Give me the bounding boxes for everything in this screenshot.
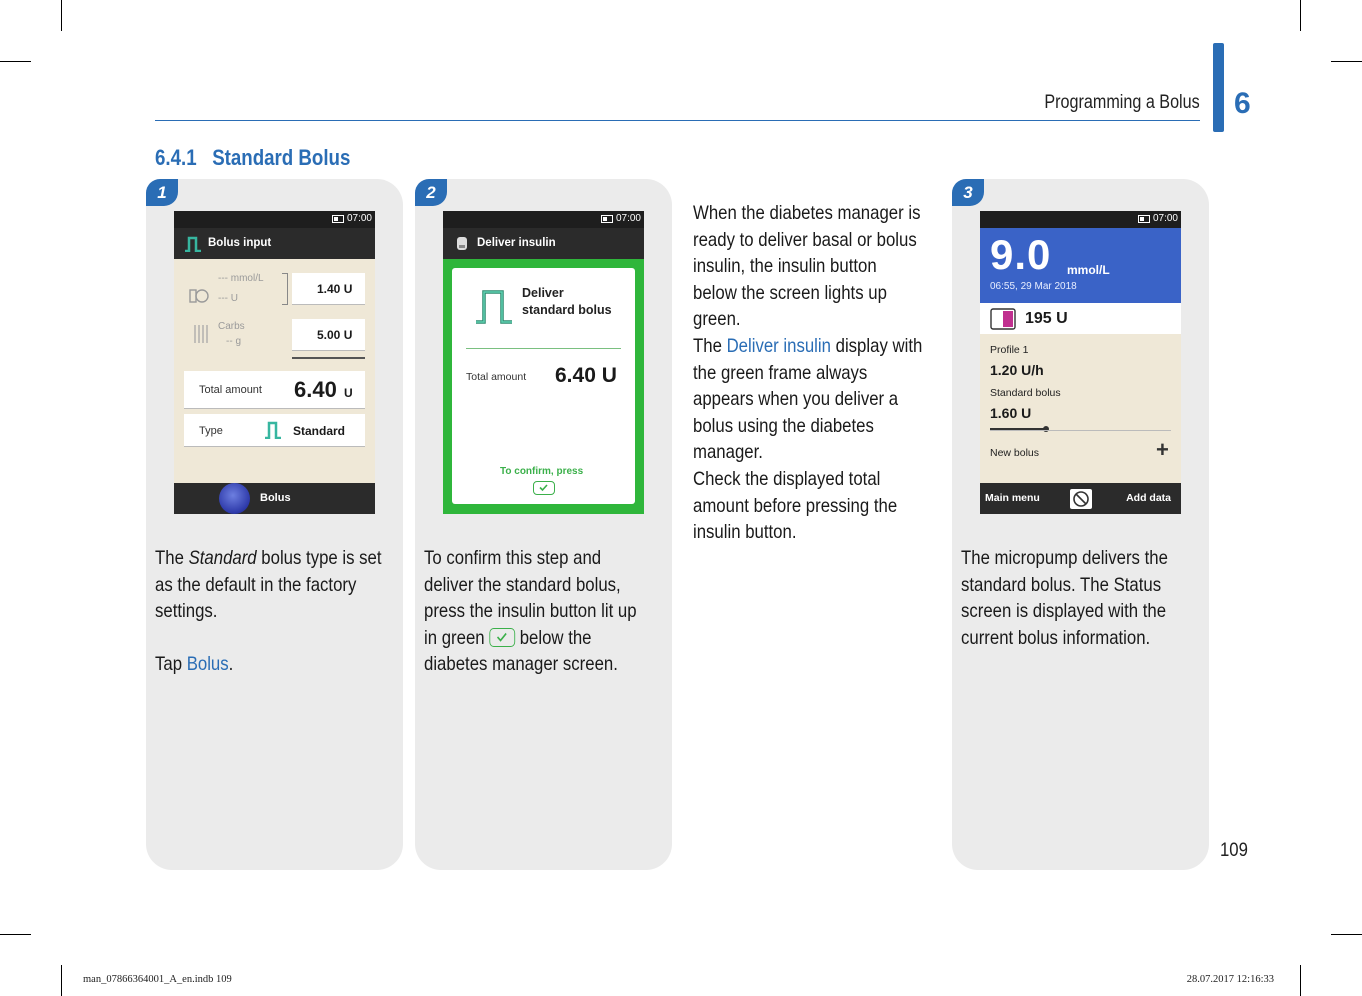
text-line: screen is displayed with the <box>961 600 1167 623</box>
standard-bolus-value: 1.60 U <box>990 405 1032 421</box>
reservoir-value: 195 U <box>1025 310 1068 327</box>
chapter-number: 6 <box>1234 87 1251 120</box>
text-line: bolus using the diabetes <box>693 414 874 437</box>
total-amount-label: Total amount <box>466 371 527 383</box>
clock: 07:00 <box>615 213 641 224</box>
text-line <box>155 545 382 572</box>
text-span: in green <box>424 626 490 649</box>
add-data-button[interactable]: Add data <box>1126 492 1171 504</box>
text-line: amount before pressing the <box>693 494 898 517</box>
bolus-link: Bolus <box>186 653 229 676</box>
battery-icon <box>601 215 613 223</box>
clock: 07:00 <box>346 213 372 224</box>
bolus-standard-icon <box>184 236 202 252</box>
crop-mark <box>61 0 62 31</box>
header-rule <box>155 120 1200 121</box>
crop-mark <box>0 61 31 62</box>
text-span: . <box>228 653 234 676</box>
text-line: below the screen lights up <box>693 281 887 304</box>
divider <box>466 348 621 349</box>
text-line: green. <box>693 308 741 331</box>
text-span: The <box>155 547 189 569</box>
confirm-check-icon <box>533 481 555 495</box>
text-line <box>155 651 382 678</box>
device-screen-status <box>980 211 1181 514</box>
text-line: the green frame always <box>693 361 868 384</box>
text-line: insulin, the insulin button <box>693 255 877 278</box>
section-number: 6.4.1 <box>155 145 197 170</box>
bolus-standard-icon <box>474 288 514 324</box>
text-line: To confirm this step and <box>424 547 602 569</box>
bg-datetime: 06:55, 29 Mar 2018 <box>990 281 1077 292</box>
text-line <box>424 625 637 652</box>
carbs-icon <box>192 323 210 345</box>
reservoir-icon <box>990 308 1016 330</box>
step3-text <box>961 545 1168 651</box>
crop-mark <box>1300 0 1301 31</box>
bolus-button[interactable]: Bolus <box>260 492 291 504</box>
text-line: settings. <box>155 600 218 623</box>
text-span: Tap <box>155 653 187 676</box>
running-header: Programming a Bolus <box>1044 92 1200 113</box>
bottom-bar <box>174 483 375 514</box>
battery-icon <box>1138 215 1150 223</box>
main-menu-button[interactable]: Main menu <box>985 492 1040 504</box>
profile-label: Profile 1 <box>990 344 1029 356</box>
bottom-bar <box>980 483 1181 514</box>
bolus-touch-indicator[interactable] <box>219 483 250 514</box>
screen-title-bar <box>174 228 375 259</box>
text-line: insulin button. <box>693 521 797 544</box>
italic-term: Standard <box>188 547 257 569</box>
crop-mark <box>1331 61 1362 62</box>
text-span: display with <box>830 334 923 357</box>
text-span: below the <box>515 626 592 649</box>
step2-text <box>424 545 637 678</box>
text-line: manager. <box>693 441 763 464</box>
new-bolus-label[interactable]: New bolus <box>990 447 1040 459</box>
battery-icon <box>332 215 344 223</box>
crop-mark <box>0 934 31 935</box>
text-line: The micropump delivers the <box>961 547 1168 569</box>
text-line: appears when you deliver a <box>693 388 899 411</box>
text-line: When the diabetes manager is <box>693 202 921 224</box>
stop-insulin-icon[interactable] <box>1068 487 1094 511</box>
deliver-insulin-link: Deliver insulin <box>726 334 831 357</box>
standard-bolus-label: Standard bolus <box>990 387 1061 399</box>
text-line: Check the displayed total <box>693 467 881 490</box>
text-line: press the insulin button lit up <box>424 600 637 623</box>
confirm-prompt: To confirm, press <box>500 466 584 477</box>
bg-value: 9.0 <box>990 231 1052 278</box>
bg-insulin-icon <box>188 285 210 307</box>
blank-line <box>155 625 382 652</box>
total-amount-value: 6.40 U <box>555 364 617 387</box>
deliver-panel <box>452 268 635 504</box>
profile-rate: 1.20 U/h <box>990 362 1044 378</box>
clock: 07:00 <box>1152 213 1178 224</box>
text-line: current bolus information. <box>961 626 1151 649</box>
text-span: bolus type is set <box>256 547 382 569</box>
bg-unit: mmol/L <box>1067 263 1110 277</box>
status-bar <box>174 211 375 228</box>
screen-title: Bolus input <box>208 237 272 249</box>
status-bar <box>443 211 644 228</box>
section-title <box>155 145 350 171</box>
text-line <box>693 333 922 360</box>
type-value: Standard <box>293 424 346 438</box>
divider <box>990 430 1171 431</box>
text-line: ready to deliver basal or bolus <box>693 228 917 251</box>
step-badge-1: 1 <box>146 179 178 206</box>
text-line: as the default in the factory <box>155 573 357 596</box>
middle-column-text <box>693 200 922 546</box>
divider <box>292 357 365 359</box>
screen-title: Deliver insulin <box>477 237 556 249</box>
text-span: The <box>693 334 727 357</box>
plus-icon[interactable]: + <box>1156 437 1169 462</box>
chapter-tab <box>1213 43 1224 132</box>
total-amount-unit: U <box>344 386 353 400</box>
carbs-value: -- g <box>226 336 241 347</box>
bg-unit: --- mmol/L <box>218 273 264 284</box>
footer-file: man_07866364001_A_en.indb 109 <box>83 974 232 985</box>
type-label: Type <box>199 425 223 437</box>
text-line: diabetes manager screen. <box>424 653 618 676</box>
total-amount-value: 6.40 <box>294 377 337 402</box>
bg-correction-value: 1.40 U <box>317 282 353 296</box>
status-bar <box>980 211 1181 228</box>
device-screen-bolus-input <box>174 211 375 514</box>
step1-text <box>155 545 382 678</box>
screen-title-bar <box>443 228 644 259</box>
bolus-progress-dot <box>1043 426 1049 432</box>
crop-mark <box>1300 965 1301 996</box>
step-badge-2: 2 <box>415 179 447 206</box>
crop-mark <box>61 965 62 996</box>
deliver-heading-line1: Deliver <box>522 286 564 300</box>
micropump-icon <box>455 235 469 252</box>
deliver-heading-line2: standard bolus <box>522 303 612 317</box>
crop-mark <box>1331 934 1362 935</box>
carbs-label: Carbs <box>218 321 245 332</box>
total-amount-label: Total amount <box>199 384 262 396</box>
bolus-standard-icon <box>264 421 282 439</box>
insulin-unit: --- U <box>218 293 238 304</box>
carbs-bolus-value: 5.00 U <box>317 328 353 342</box>
bracket <box>282 273 288 305</box>
section-heading: Standard Bolus <box>212 145 351 170</box>
insulin-button-icon <box>489 628 515 647</box>
step-badge-3: 3 <box>952 179 984 206</box>
text-line: deliver the standard bolus, <box>424 573 621 596</box>
text-line: standard bolus. The Status <box>961 573 1162 596</box>
page-number: 109 <box>1220 840 1248 861</box>
footer-date: 28.07.2017 12:16:33 <box>1186 974 1274 985</box>
device-screen-deliver-insulin <box>443 211 644 514</box>
